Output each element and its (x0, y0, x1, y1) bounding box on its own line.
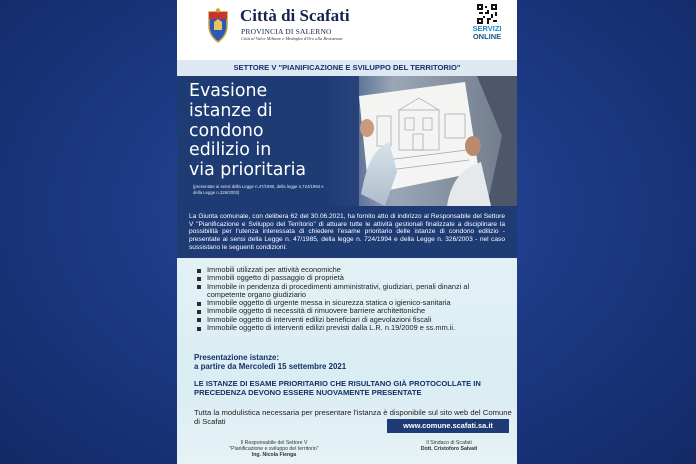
notice-poster (177, 0, 517, 464)
right-role: Il Sindaco di Scafati (426, 440, 472, 446)
signature-right (401, 440, 497, 452)
list-item: Immobili oggetto di passaggio di proprietà (197, 274, 509, 282)
presentation-label: Presentazione istanze: (194, 353, 280, 362)
details-panel (177, 258, 517, 464)
left-role-1: Il Responsabile del Settore V (240, 440, 308, 446)
servizi-online-badge[interactable] (470, 25, 504, 41)
intro-paragraph: La Giunta comunale, con delibera 62 del 30.06.2021, ha fornito atto di indirizzo al Responsabile del Settore V "Pianificazione e Sviluppo del Territorio" di attuare tutte le attività gestionali finalizzate a disciplinare la possibilità per l'utenza interessata di chiedere l'esame prioritario delle istanze di condono edilizio - presentate ai sensi della Legge n. 47/1985, della legge n. 724/1994 e della Legge n. 326/2003 - nel caso sussistano le seguenti condizioni: (177, 206, 517, 258)
list-item: Immobile in pendenza di procedimenti amministrativi, giudiziari, penali dinanzi al competente organo giudiziario (197, 283, 509, 300)
resubmission-warning: LE ISTANZE DI ESAME PRIORITARIO CHE RISULTANO GIÀ PROTOCOLLATE IN PRECEDENZA DEVONO ESSERE NUOVAMENTE PRESENTATE (194, 379, 481, 397)
qr-code-icon[interactable] (477, 4, 497, 24)
title-line: via prioritaria (189, 160, 307, 181)
modulistica-text: Tutta la modulistica necessaria per presentare l'istanza è disponibile sul sito web del Comune di Scafati (194, 408, 512, 426)
list-item: Immobile oggetto di interventi edilizi beneficiari di agevolazioni fiscali (197, 316, 509, 324)
website-link[interactable]: www.comune.scafati.sa.it (387, 419, 509, 433)
presentation-date: a partire da Mercoledì 15 settembre 2021 (194, 362, 347, 371)
presentation-info (194, 353, 346, 371)
province-name: PROVINCIA DI SALERNO (241, 27, 332, 36)
city-motto: Città al Valor Militare e Medaglia d'Oro alla Resistenza (241, 36, 343, 41)
signature-left (219, 440, 329, 459)
city-crest-icon (205, 8, 231, 44)
conditions-list (197, 266, 509, 332)
poster-title (189, 82, 349, 181)
online-label: ONLINE (472, 32, 502, 41)
list-item: Immobile oggetto di interventi edilizi previsti dalla L.R. n.19/2009 e ss.mm.ii. (197, 324, 509, 332)
hero-section (177, 76, 517, 206)
sector-banner: SETTORE V "PIANIFICAZIONE E SVILUPPO DEL TERRITORIO" (177, 60, 517, 76)
list-item: Immobile oggetto di necessità di rimuovere barriere architettoniche (197, 307, 509, 315)
list-item: Immobili utilizzati per attività economiche (197, 266, 509, 274)
blueprint-photo (327, 76, 517, 206)
list-item: Immobile oggetto di urgente messa in sicurezza statica o igienico-sanitaria (197, 299, 509, 307)
left-role-2: "Pianificazione e sviluppo del territorio" (229, 446, 319, 453)
title-line: edilizio in (189, 140, 272, 161)
left-name: Ing. Nicola Fienga (251, 452, 297, 459)
title-line: Evasione (189, 81, 268, 101)
title-line: istanze di (189, 100, 273, 121)
right-name: Dott. Cristoforo Salvati (420, 446, 478, 453)
title-legal-note: (presentate ai sensi della Legge n.47/1985, della legge n.724/1994 e della Legge n.326/2003) (193, 184, 324, 195)
poster-header (177, 0, 517, 60)
title-line: condono (189, 120, 264, 141)
city-name: Città di Scafati (240, 6, 350, 25)
servizi-label: SERVIZI (472, 24, 502, 33)
